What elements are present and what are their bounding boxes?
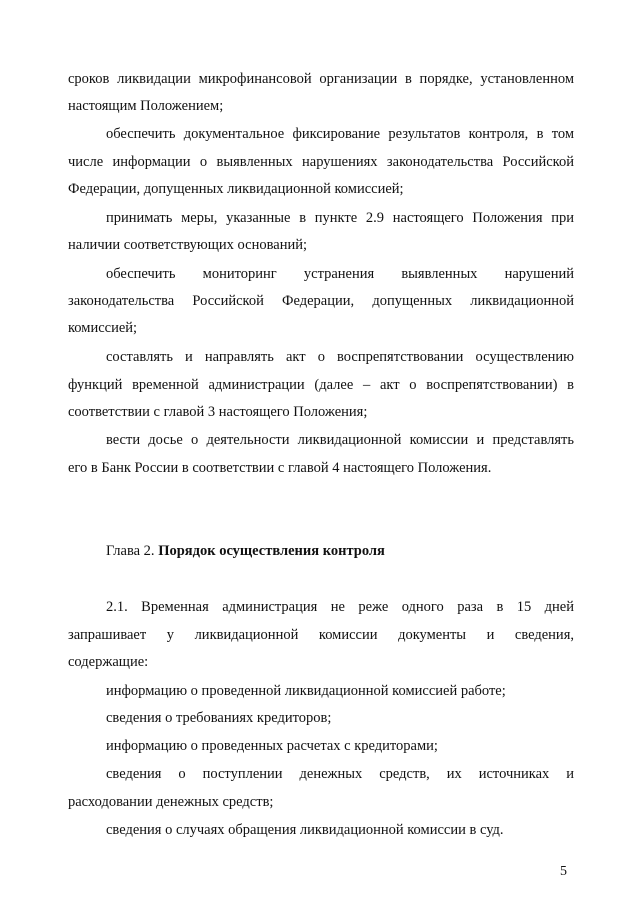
text-line: законодательства Российской Федерации, допущенных ликвидационной bbox=[68, 293, 574, 309]
text-line: сведения о поступлении денежных средств, их источниках и bbox=[106, 766, 574, 782]
text-line: числе информации о выявленных нарушениях законодательства Российской bbox=[68, 154, 574, 170]
chapter-heading bbox=[106, 541, 574, 561]
text-line: обеспечить мониторинг устранения выявленных нарушений bbox=[106, 266, 574, 282]
text-line: информацию о проведенной ликвидационной комиссией работе; bbox=[106, 683, 506, 699]
text-line: информацию о проведенных расчетах с кредиторами; bbox=[106, 738, 438, 754]
page-number: 5 bbox=[560, 864, 567, 879]
text-line: соответствии с главой 3 настоящего Положения; bbox=[68, 404, 368, 420]
text-line: 2.1. Временная администрация не реже одного раза в 15 дней bbox=[106, 599, 574, 615]
text-line: сведения о требованиях кредиторов; bbox=[106, 710, 332, 726]
text-line: наличии соответствующих оснований; bbox=[68, 237, 308, 253]
text-line: составлять и направлять акт о воспрепятствовании осуществлению bbox=[106, 349, 574, 365]
text-line: его в Банк России в соответствии с главой 4 настоящего Положения. bbox=[68, 460, 492, 476]
chapter-title: Порядок осуществления контроля bbox=[158, 543, 385, 559]
text-line: сроков ликвидации микрофинансовой организации в порядке, установленном bbox=[68, 71, 574, 87]
text-line: настоящим Положением; bbox=[68, 98, 224, 114]
chapter-number: Глава 2. bbox=[106, 543, 155, 559]
text-line: вести досье о деятельности ликвидационной комиссии и представлять bbox=[106, 432, 574, 448]
text-line: запрашивает у ликвидационной комиссии документы и сведения, bbox=[68, 627, 574, 643]
text-line: комиссией; bbox=[68, 320, 138, 336]
text-line: сведения о случаях обращения ликвидационной комиссии в суд. bbox=[106, 822, 504, 838]
text-line: расходовании денежных средств; bbox=[68, 794, 274, 810]
text-line: содержащие: bbox=[68, 654, 149, 670]
text-line: обеспечить документальное фиксирование результатов контроля, в том bbox=[106, 126, 574, 142]
text-line: Федерации, допущенных ликвидационной комиссией; bbox=[68, 181, 404, 197]
text-line: принимать меры, указанные в пункте 2.9 настоящего Положения при bbox=[106, 210, 574, 226]
text-line: функций временной администрации (далее – акт о воспрепятствовании) в bbox=[68, 377, 574, 393]
